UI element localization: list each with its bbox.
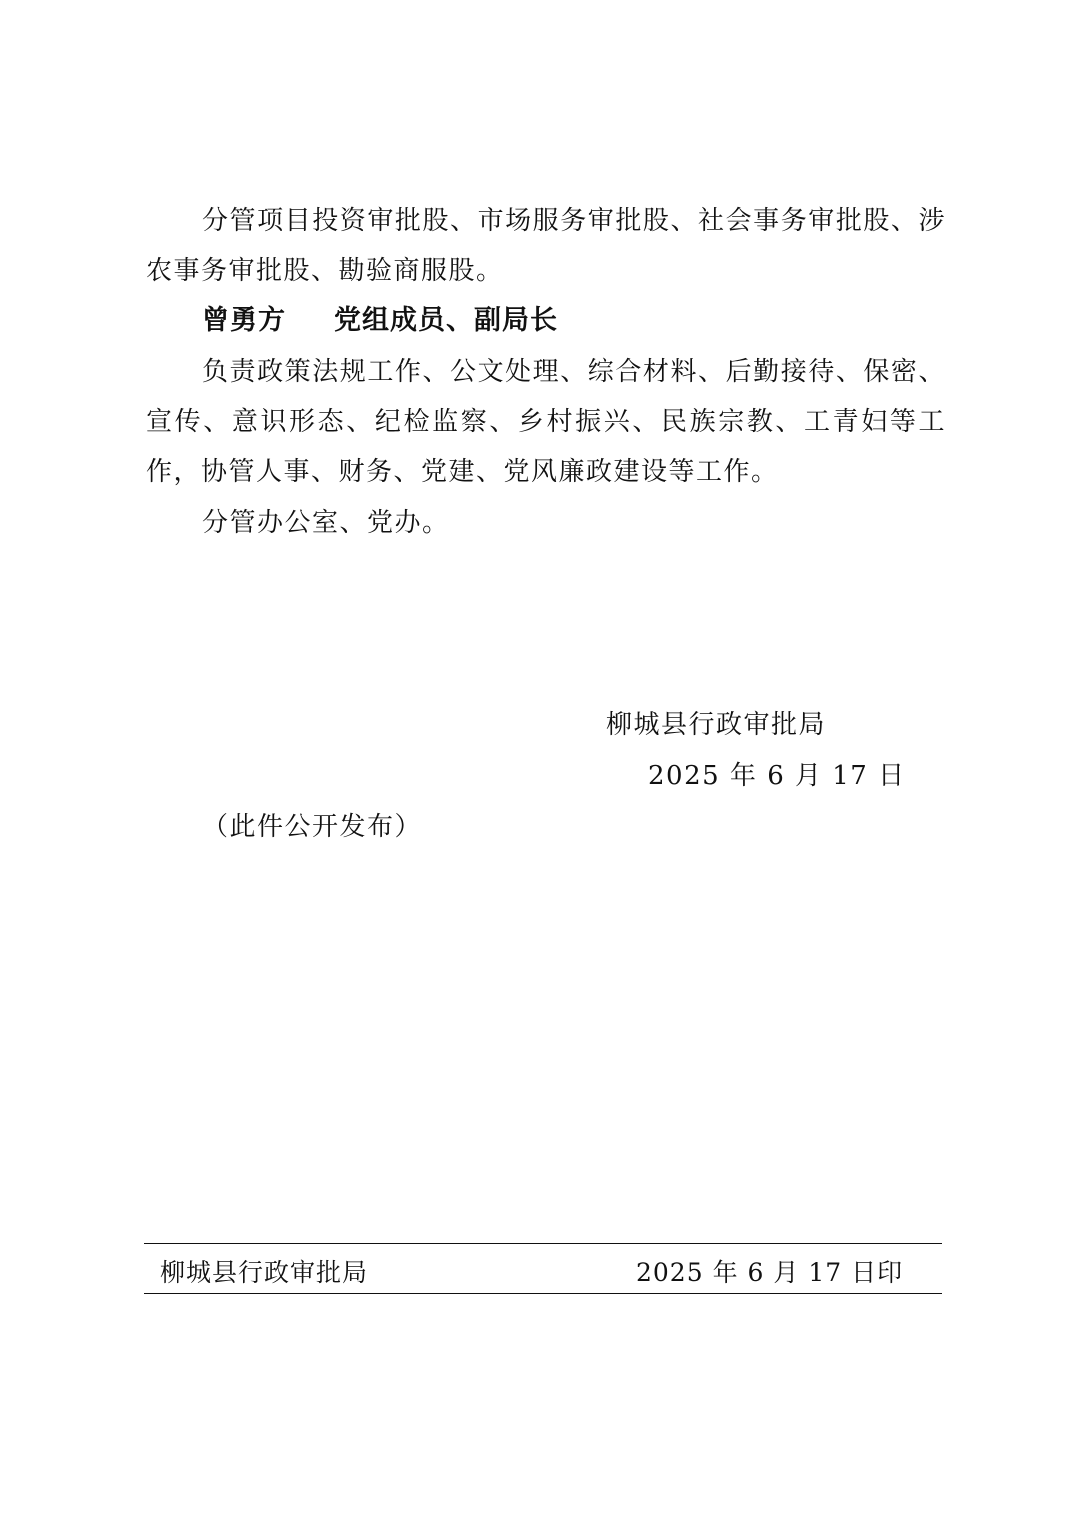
signature-date: 2025 年 6 月 17 日 (648, 761, 906, 791)
footer-divider-top (144, 1243, 942, 1244)
footer-print-date: 2025 年 6 月 17 日印 (636, 1258, 904, 1287)
official-name: 曾勇方 (202, 305, 286, 336)
footer-divider-bottom (144, 1293, 942, 1294)
paragraph-duties: 负责政策法规工作、公文处理、综合材料、后勤接待、保密、宣传、意识形态、纪检监察、乡村振兴、民族宗教、工青妇等工作，协管人事、财务、党建、党风廉政建设等工作。 (146, 357, 946, 487)
paragraph-departments: 分管项目投资审批股、市场服务审批股、社会事务审批股、涉农事务审批股、勘验商服股。 (146, 206, 946, 286)
official-heading (202, 296, 558, 346)
footer-organization: 柳城县行政审批局 (160, 1258, 369, 1287)
official-title: 党组成员、副局长 (334, 305, 558, 336)
publication-notice: （此件公开发布） (202, 812, 423, 842)
signature-organization: 柳城县行政审批局 (606, 710, 827, 740)
paragraph-offices: 分管办公室、党办。 (202, 508, 450, 538)
